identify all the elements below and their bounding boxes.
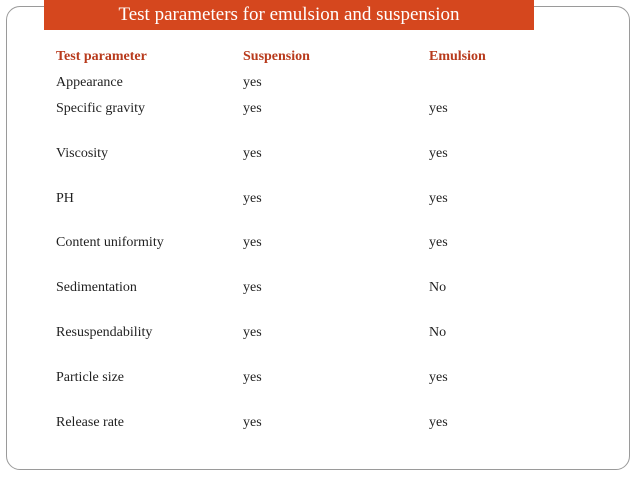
header-emulsion: Emulsion bbox=[429, 49, 486, 64]
emulsion-cell: yes bbox=[429, 235, 448, 250]
parameter-cell: Viscosity bbox=[56, 146, 109, 161]
table-row bbox=[56, 325, 616, 345]
parameter-cell: Content uniformity bbox=[56, 235, 164, 250]
suspension-cell: yes bbox=[243, 370, 262, 385]
table-header-row bbox=[56, 49, 616, 69]
table-row bbox=[56, 101, 616, 121]
suspension-cell: yes bbox=[243, 235, 262, 250]
header-test-parameter: Test parameter bbox=[56, 49, 147, 64]
header-suspension: Suspension bbox=[243, 49, 310, 64]
emulsion-cell: yes bbox=[429, 415, 448, 430]
emulsion-cell: No bbox=[429, 280, 447, 295]
parameter-cell: Specific gravity bbox=[56, 101, 146, 116]
parameter-cell: PH bbox=[56, 191, 74, 206]
table-row bbox=[56, 415, 616, 435]
parameter-cell: Appearance bbox=[56, 75, 123, 90]
title-bar bbox=[44, 0, 534, 30]
suspension-cell: yes bbox=[243, 415, 262, 430]
table-row bbox=[56, 191, 616, 211]
parameter-cell: Release rate bbox=[56, 415, 125, 430]
table-row bbox=[56, 370, 616, 390]
table-row bbox=[56, 235, 616, 255]
parameter-cell: Sedimentation bbox=[56, 280, 137, 295]
emulsion-cell: No bbox=[429, 325, 447, 340]
table-row bbox=[56, 75, 616, 95]
table-row bbox=[56, 146, 616, 166]
table-row bbox=[56, 280, 616, 300]
emulsion-cell: yes bbox=[429, 146, 448, 161]
suspension-cell: yes bbox=[243, 75, 262, 90]
suspension-cell: yes bbox=[243, 146, 262, 161]
emulsion-cell: yes bbox=[429, 101, 448, 116]
slide-title: Test parameters for emulsion and suspension bbox=[118, 4, 460, 25]
parameter-cell: Resuspendability bbox=[56, 325, 153, 340]
emulsion-cell: yes bbox=[429, 370, 448, 385]
parameter-cell: Particle size bbox=[56, 370, 125, 385]
emulsion-cell: yes bbox=[429, 191, 448, 206]
suspension-cell: yes bbox=[243, 325, 262, 340]
suspension-cell: yes bbox=[243, 191, 262, 206]
suspension-cell: yes bbox=[243, 280, 262, 295]
suspension-cell: yes bbox=[243, 101, 262, 116]
